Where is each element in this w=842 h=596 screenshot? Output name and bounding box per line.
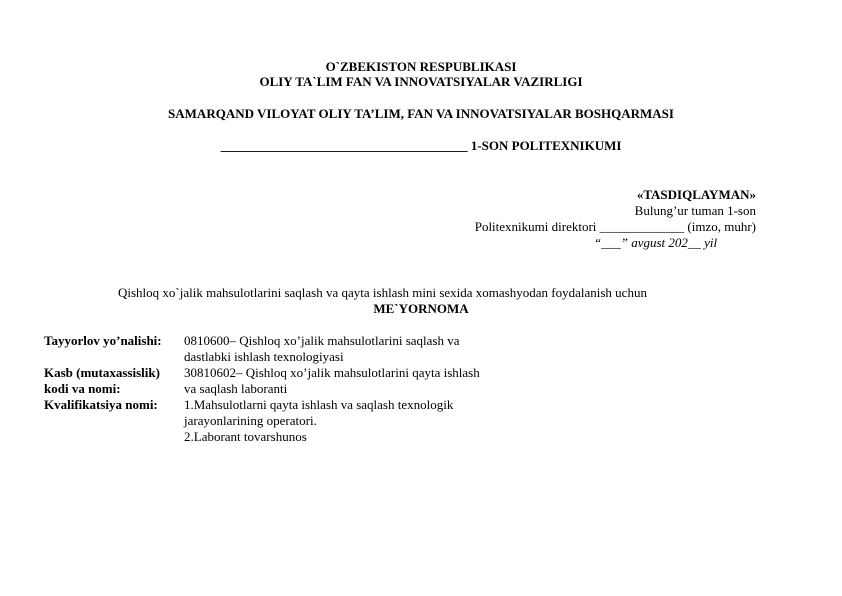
profession-value-line-2: va saqlash laboranti	[184, 381, 288, 396]
approval-date: “___” avgust 202__ yil	[594, 235, 718, 250]
subject-description: Qishloq xo`jalik mahsulotlarini saqlash va qayta ishlash mini sexida xomashyodan foydalanish uchun	[118, 285, 647, 300]
approval-director-signature: Politexnikumi direktori _____________ (imzo, muhr)	[474, 219, 756, 234]
direction-label: Tayyorlov yo’nalishi:	[44, 333, 162, 348]
direction-value-line-2: dastlabki ishlash texnologiyasi	[184, 349, 344, 364]
header-line-republic: O`ZBEKISTON RESPUBLIKASI	[325, 59, 517, 74]
profession-label-line-1: Kasb (mutaxassislik)	[44, 365, 160, 380]
qualification-value-line-3: 2.Laborant tovarshunos	[184, 429, 307, 444]
profession-label-line-2: kodi va nomi:	[44, 381, 121, 396]
qualification-value-line-1: 1.Mahsulotlarni qayta ishlash va saqlash texnologik	[184, 397, 454, 412]
approval-district: Bulung’ur tuman 1-son	[634, 203, 756, 218]
qualification-value-line-2: jarayonlarining operatori.	[184, 413, 317, 428]
header-line-regional-administration: SAMARQAND VILOYAT OLIY TA’LIM, FAN VA INNOVATSIYALAR BOSHQARMASI	[168, 106, 674, 121]
direction-value-line-1: 0810600– Qishloq xo’jalik mahsulotlarini saqlash va	[184, 333, 460, 348]
qualification-label: Kvalifikatsiya nomi:	[44, 397, 158, 412]
header-line-polytechnic: ______________________________________ 1-SON POLITEXNIKUMI	[220, 138, 622, 153]
profession-value-line-1: 30810602– Qishloq xo’jalik mahsulotlarini qayta ishlash	[184, 365, 480, 380]
approval-title: «TASDIQLAYMAN»	[636, 187, 756, 202]
header-line-ministry: OLIY TA`LIM FAN VA INNOVATSIYALAR VAZIRLIGI	[259, 74, 583, 89]
document-title: ME`YORNOMA	[373, 301, 469, 316]
